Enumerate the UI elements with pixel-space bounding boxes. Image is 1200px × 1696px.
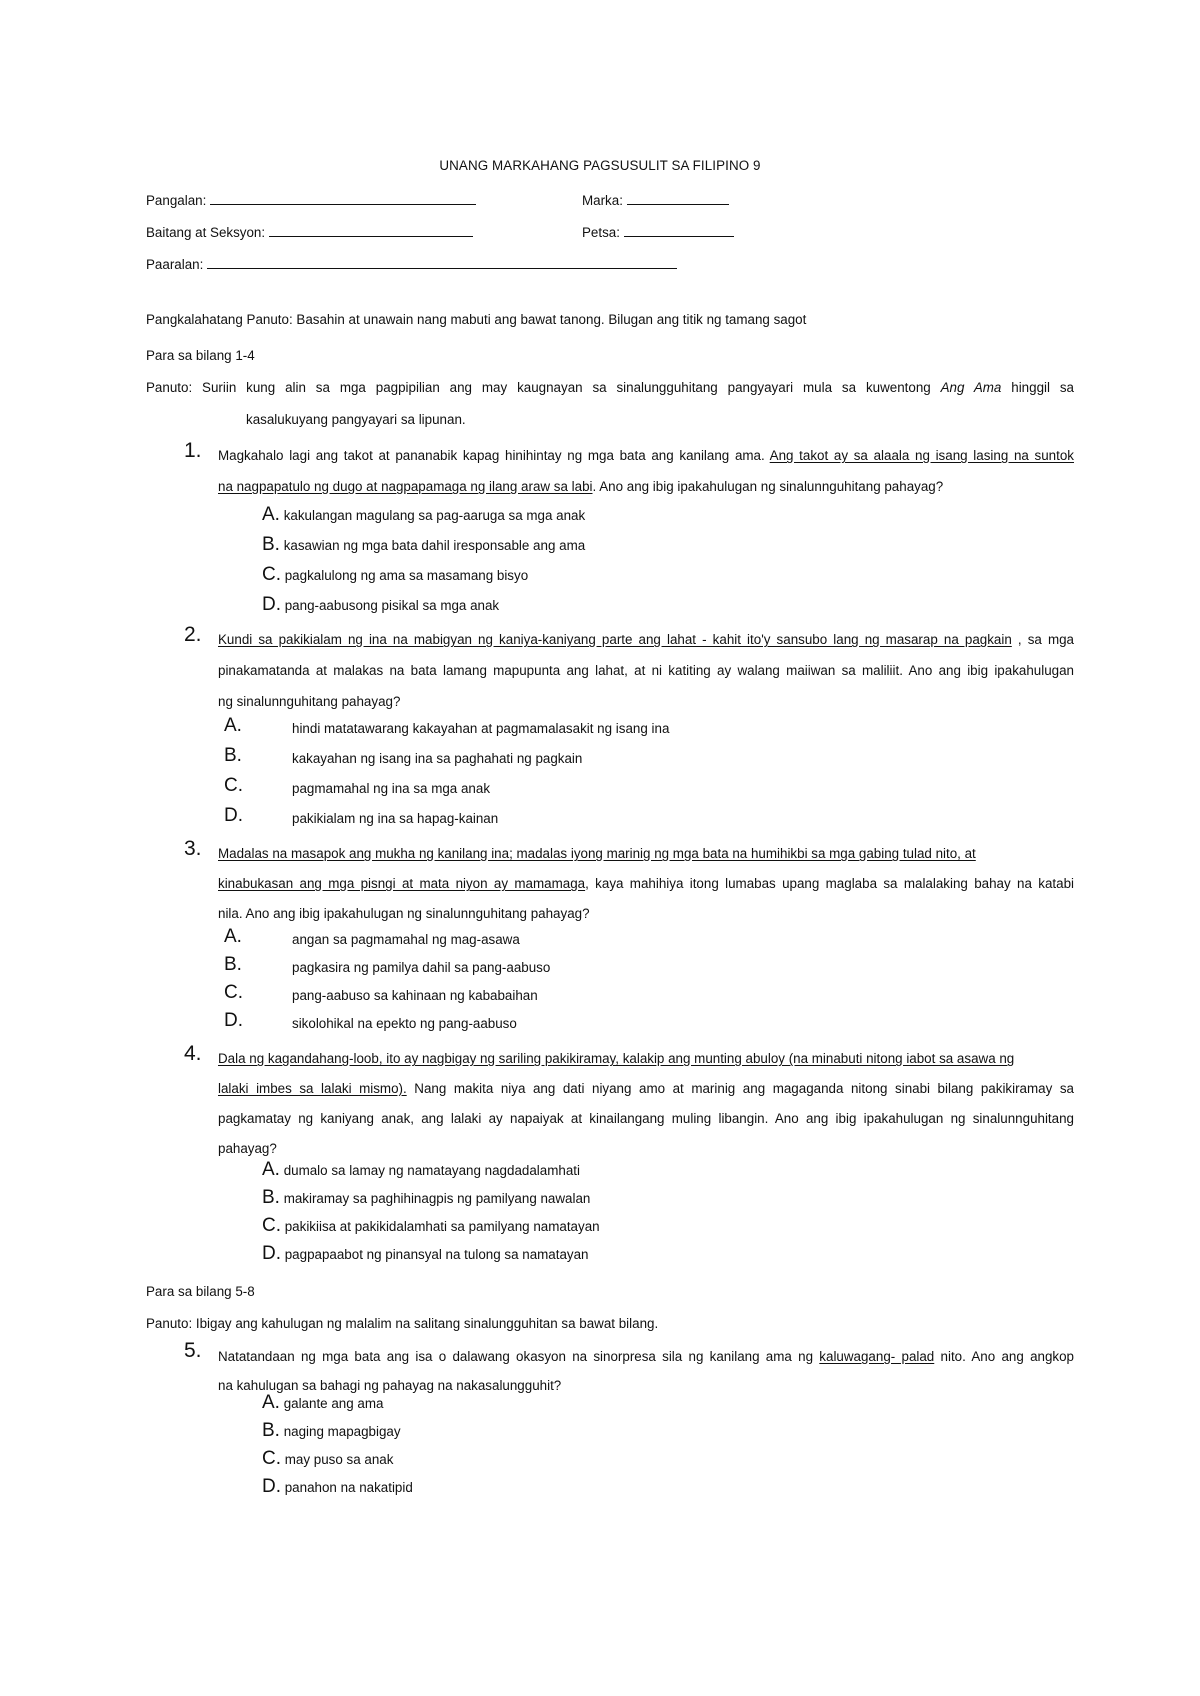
question-text: Nang makita niya ang dati niyang amo at marinig ang magaganda nitong sinabi bilang pakikiramay sa	[406, 1081, 1074, 1096]
underlined-text: lalaki imbes sa lalaki mismo).	[218, 1081, 407, 1096]
underlined-text: Dala ng kagandahang-loob, ito ay nagbigay ng sariling pakikiramay, kalakip ang munting abuloy (na minabuti nitong iabot sa asawa ng	[218, 1051, 1015, 1066]
underlined-text: Madalas na masapok ang mukha ng kanilang ina; madalas iyong marinig ng mga bata na humihikbi sa mga gabing tulad nito, at	[218, 846, 976, 861]
question-text: , kaya mahihiya itong lumabas upang maglaba sa malalaking bahay na katabi	[585, 876, 1074, 891]
choice-4d[interactable]	[262, 1244, 589, 1263]
question-3-line3: nila. Ano ang ibig ipakahulugan ng sinalunnguhitang pahayag?	[218, 906, 590, 921]
choice-letter: B.	[262, 534, 280, 555]
name-blank[interactable]	[210, 192, 476, 205]
choice-letter: B.	[262, 1420, 280, 1441]
grade-section-label: Baitang at Seksyon:	[146, 225, 266, 240]
choice-text: pang-aabusong pisikal sa mga anak	[284, 598, 500, 613]
choice-letter: C.	[224, 982, 243, 1003]
question-text: Magkahalo lagi ang takot at pananabik kapag hinihintay ng mga bata ang kanilang ama.	[218, 448, 770, 463]
choice-3d[interactable]	[224, 1010, 517, 1031]
choice-letter: D.	[224, 805, 243, 826]
underlined-text: na nagpapatulo ng dugo at nagpapamaga ng ilang araw sa labi	[218, 479, 593, 494]
choice-text: pagkasira ng pamilya dahil sa pang-aabuso	[292, 960, 551, 975]
choice-5b[interactable]	[262, 1421, 401, 1440]
choice-2b[interactable]	[224, 745, 583, 766]
date-blank[interactable]	[624, 224, 734, 237]
part2-label: Para sa bilang 5-8	[146, 1284, 255, 1299]
choice-letter: A.	[262, 1159, 280, 1180]
choice-letter: C.	[262, 564, 281, 585]
choice-letter: A.	[262, 1392, 280, 1413]
question-5-line1	[218, 1349, 1074, 1364]
choice-5a[interactable]	[262, 1393, 383, 1412]
name-field	[146, 192, 476, 208]
choice-letter: D.	[262, 1243, 281, 1264]
part1-instr-text: Panuto: Suriin kung alin sa mga pagpipilian ang may kaugnayan sa sinalungguhitang pangyayari mula sa kuwentong	[146, 380, 931, 395]
question-2-line2: pinakamatanda at malakas na bata lamang mapupunta ang lahat, at ni katiting ay walang maiiwan sa maliliit. Ano ang ibig ipakahulugan	[218, 663, 1074, 678]
choice-text: pang-aabuso sa kahinaan ng kababaihan	[292, 988, 538, 1003]
choice-text: sikolohikal na epekto ng pang-aabuso	[292, 1016, 517, 1031]
date-label: Petsa:	[582, 225, 620, 240]
choice-2c[interactable]	[224, 775, 491, 796]
grade-section-field	[146, 224, 473, 240]
choice-letter: A.	[224, 715, 242, 736]
choice-letter: D.	[262, 594, 281, 615]
part1-label: Para sa bilang 1-4	[146, 348, 255, 363]
choice-1c[interactable]	[262, 565, 528, 584]
choice-text: dumalo sa lamay ng namatayang nagdadalamhati	[283, 1163, 580, 1178]
choice-letter: C.	[224, 775, 243, 796]
choice-text: kakulangan magulang sa pag-aaruga sa mga anak	[283, 508, 586, 523]
choice-letter: B.	[224, 745, 242, 766]
underlined-text: kinabukasan ang mga pisngi at mata niyon ay mamamaga	[218, 876, 586, 891]
question-1-line2	[218, 479, 943, 494]
part2-instructions: Panuto: Ibigay ang kahulugan ng malalim na salitang sinalungguhitan sa bawat bilang.	[146, 1316, 659, 1331]
choice-3b[interactable]	[224, 954, 551, 975]
school-label: Paaralan:	[146, 257, 204, 272]
choice-letter: A.	[224, 926, 242, 947]
choice-letter: A.	[262, 504, 280, 525]
underlined-text: Kundi sa pakikialam ng ina na mabigyan ng kaniya-kaniyang parte ang lahat - kahit ito'y sansubo lang ng masarap na pagkain	[218, 632, 1012, 647]
question-2-line3: ng sinalunnguhitang pahayag?	[218, 694, 401, 709]
part1-instructions	[146, 380, 1074, 395]
score-blank[interactable]	[627, 192, 729, 205]
choice-text: pagpapaabot ng pinansyal na tulong sa namatayan	[284, 1247, 589, 1262]
question-number: 2.	[184, 623, 202, 646]
choice-letter: B.	[262, 1187, 280, 1208]
general-instructions: Pangkalahatang Panuto: Basahin at unawain nang mabuti ang bawat tanong. Bilugan ang titik ng tamang sagot	[146, 312, 807, 327]
choice-5d[interactable]	[262, 1477, 413, 1496]
grade-section-blank[interactable]	[269, 224, 473, 237]
choice-3c[interactable]	[224, 982, 538, 1003]
choice-letter: B.	[224, 954, 242, 975]
question-number: 4.	[184, 1042, 202, 1065]
choice-letter: D.	[224, 1010, 243, 1031]
question-number: 3.	[184, 837, 202, 860]
choice-text: kasawian ng mga bata dahil iresponsable ang ama	[283, 538, 586, 553]
choice-text: hindi matatawarang kakayahan at pagmamalasakit ng isang ina	[292, 721, 670, 736]
choice-text: angan sa pagmamahal ng mag-asawa	[292, 932, 520, 947]
question-3-line2	[218, 876, 1074, 891]
underlined-text: Ang takot ay sa alaala ng isang lasing na suntok	[769, 448, 1074, 463]
question-4-line1	[218, 1051, 1014, 1066]
exam-title: UNANG MARKAHANG PAGSUSULIT SA FILIPINO 9	[439, 158, 761, 173]
school-field	[146, 256, 677, 272]
question-3-line1	[218, 846, 976, 861]
choice-text: galante ang ama	[283, 1396, 384, 1411]
choice-text: makiramay sa paghihinagpis ng pamilyang nawalan	[283, 1191, 591, 1206]
choice-letter: D.	[262, 1476, 281, 1497]
choice-3a[interactable]	[224, 926, 520, 947]
question-5-line2: na kahulugan sa bahagi ng pahayag na nakasalungguhit?	[218, 1378, 562, 1393]
question-text: , sa mga	[1011, 632, 1075, 647]
choice-5c[interactable]	[262, 1449, 393, 1468]
choice-text: panahon na nakatipid	[284, 1480, 413, 1495]
choice-text: kakayahan ng isang ina sa paghahati ng pagkain	[292, 751, 583, 766]
choice-text: pagkalulong ng ama sa masamang bisyo	[284, 568, 529, 583]
question-number: 1.	[184, 439, 202, 462]
score-field	[582, 192, 729, 208]
choice-4c[interactable]	[262, 1216, 600, 1235]
question-text: Natatandaan ng mga bata ang isa o dalawang okasyon na sinorpresa sila ng kanilang ama ng	[218, 1349, 820, 1364]
question-4-line3: pagkamatay ng kaniyang anak, ang lalaki ay napaiyak at kinailangang muling libangin. Ano ang ibig ipakahulugan ng sinalunnguhitang	[218, 1111, 1074, 1126]
question-2-line1	[218, 632, 1074, 647]
choice-text: pakikialam ng ina sa hapag-kainan	[292, 811, 499, 826]
part1-instr-tail: hinggil sa	[1011, 380, 1074, 395]
date-field	[582, 224, 734, 240]
choice-text: pakikiisa at pakikidalamhati sa pamilyang namatayan	[284, 1219, 600, 1234]
choice-letter: C.	[262, 1215, 281, 1236]
question-4-line4: pahayag?	[218, 1141, 277, 1156]
choice-2a[interactable]	[224, 715, 670, 736]
story-title: Ang Ama	[940, 380, 1002, 395]
name-label: Pangalan:	[146, 193, 207, 208]
score-label: Marka:	[582, 193, 623, 208]
choice-2d[interactable]	[224, 805, 499, 826]
choice-1b[interactable]	[262, 535, 585, 554]
choice-text: naging mapagbigay	[283, 1424, 401, 1439]
question-number: 5.	[184, 1339, 202, 1362]
school-blank[interactable]	[207, 256, 677, 269]
question-text: nito. Ano ang angkop	[934, 1349, 1074, 1364]
question-1-line1	[218, 448, 1074, 463]
choice-text: may puso sa anak	[284, 1452, 394, 1467]
choice-text: pagmamahal ng ina sa mga anak	[292, 781, 491, 796]
choice-4a[interactable]	[262, 1160, 580, 1179]
choice-1d[interactable]	[262, 595, 499, 614]
question-text: . Ano ang ibig ipakahulugan ng sinalunnguhitang pahayag?	[592, 479, 944, 494]
question-4-line2	[218, 1081, 1074, 1096]
choice-letter: C.	[262, 1448, 281, 1469]
choice-1a[interactable]	[262, 505, 585, 524]
underlined-text: kaluwagang- palad	[819, 1349, 935, 1364]
part1-instructions-line2: kasalukuyang pangyayari sa lipunan.	[246, 412, 466, 427]
choice-4b[interactable]	[262, 1188, 590, 1207]
